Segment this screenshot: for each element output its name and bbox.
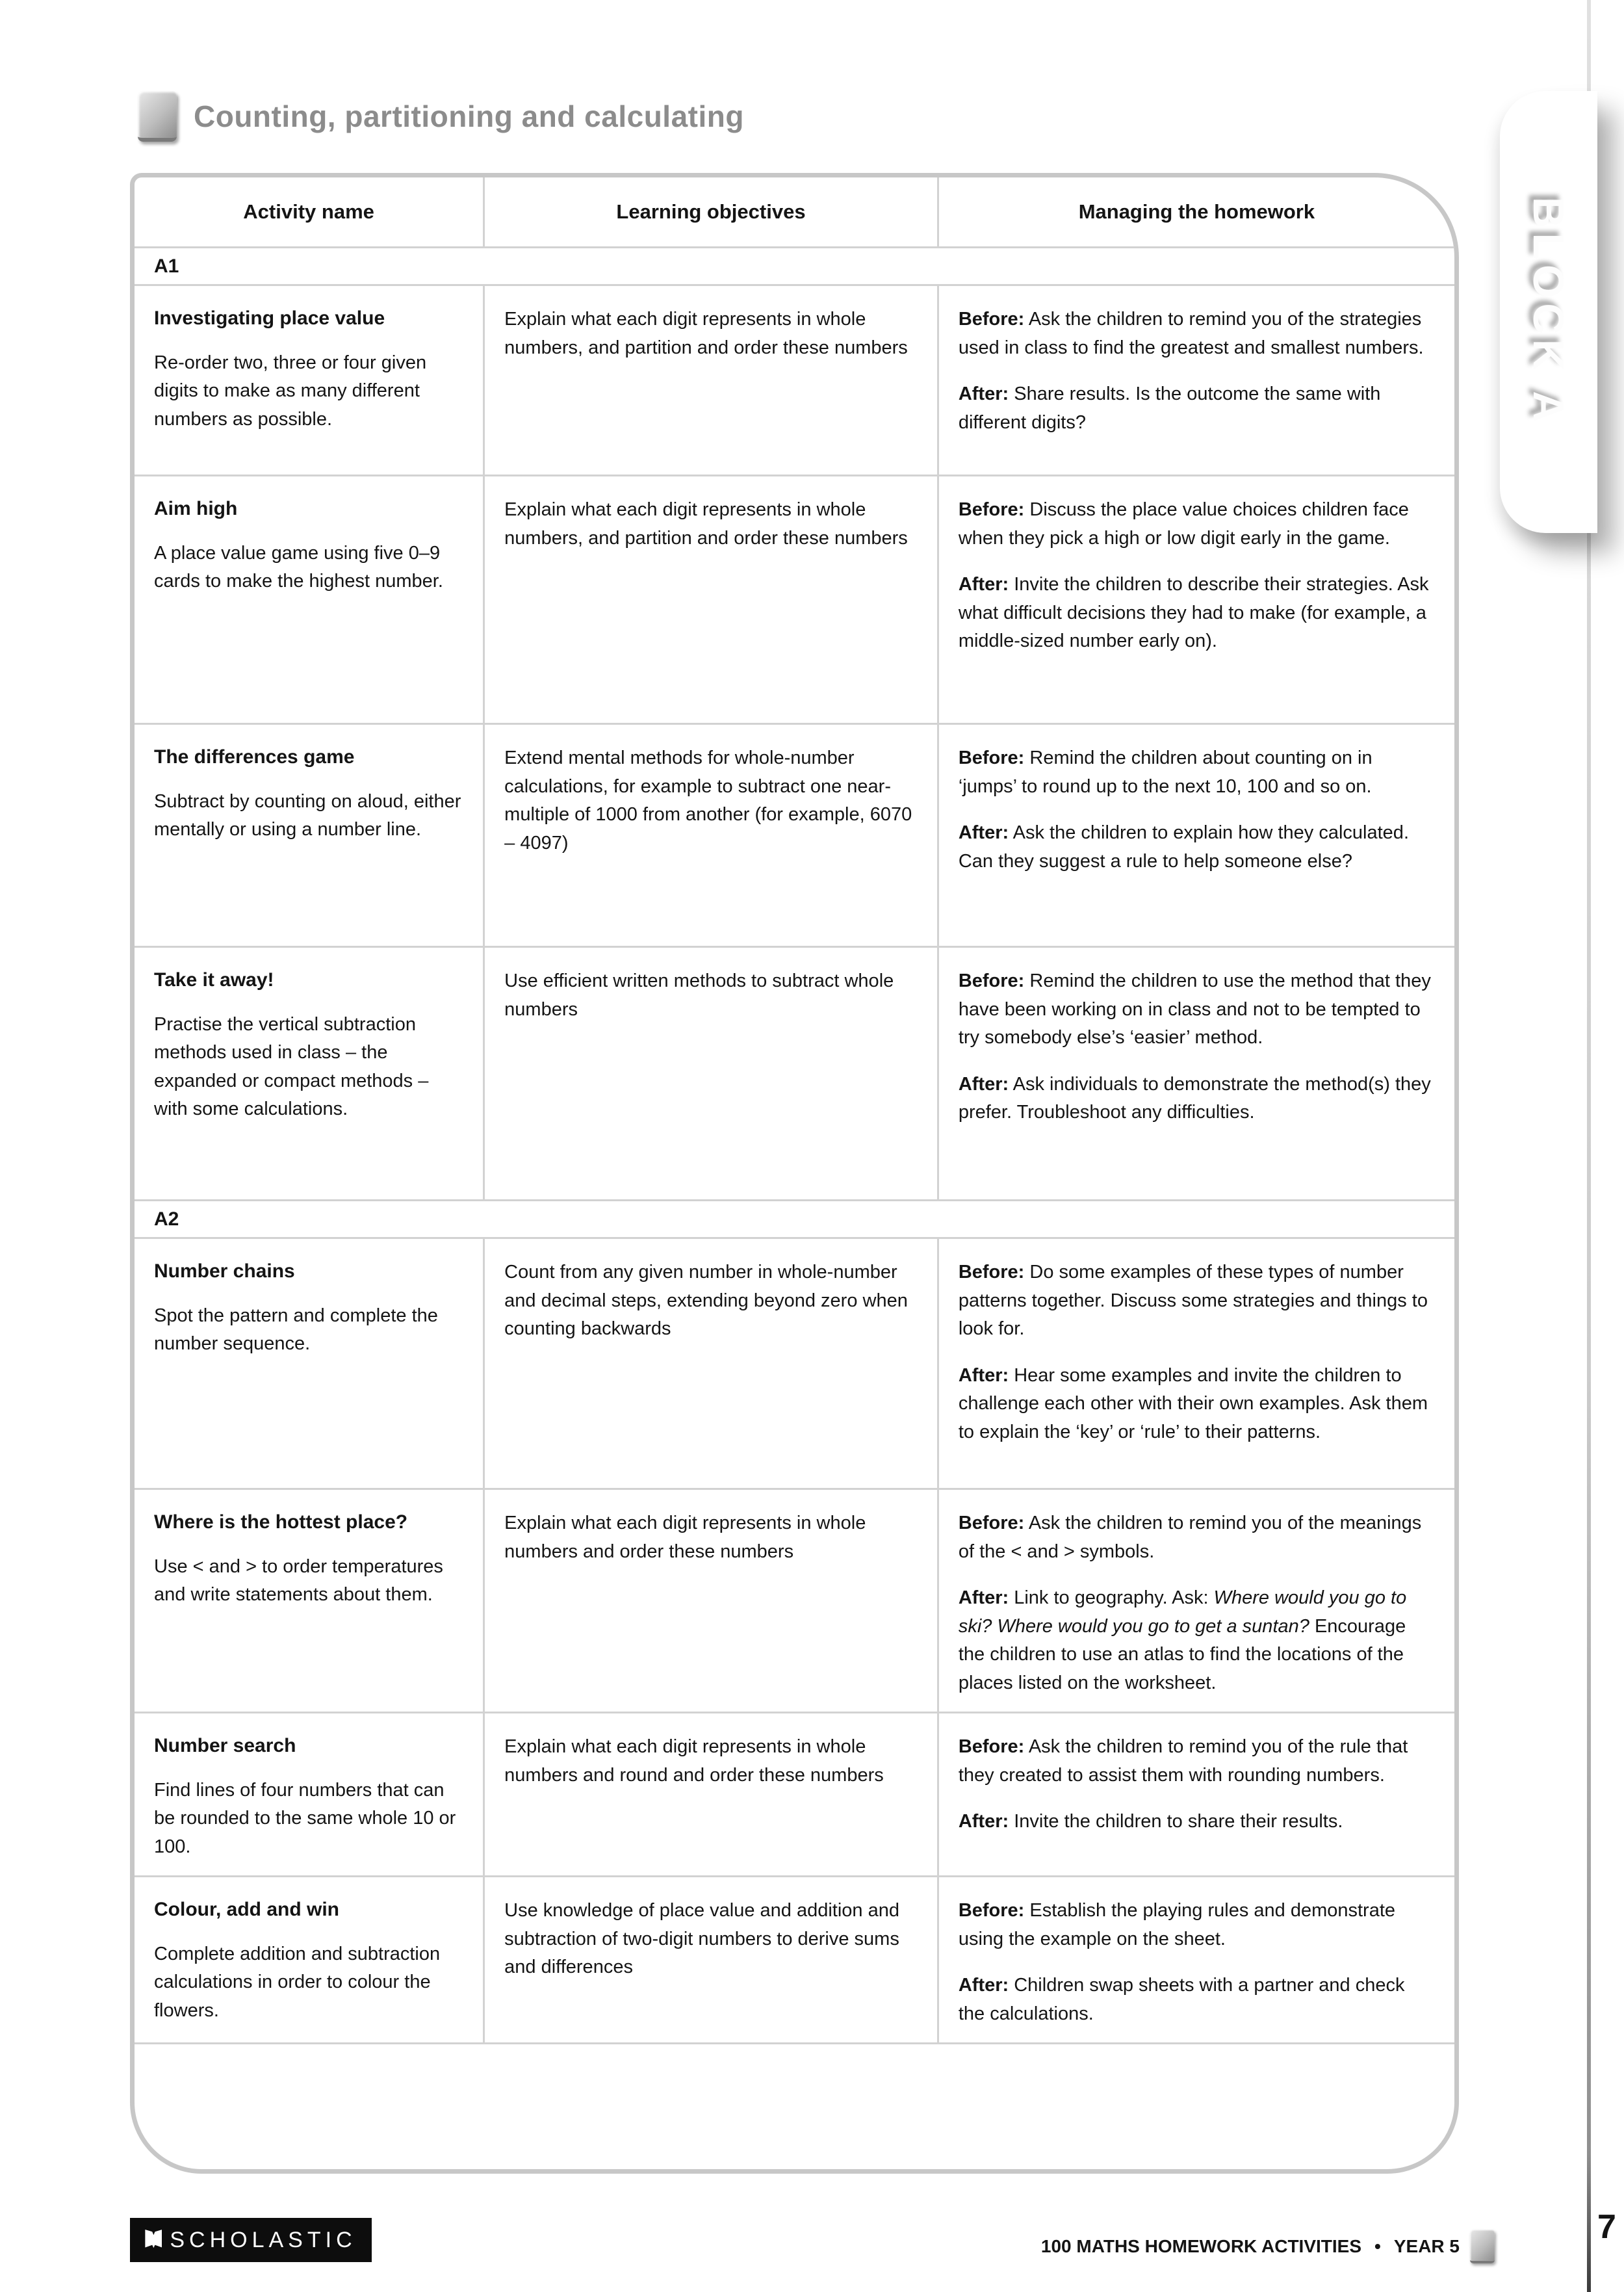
- phase-label: Before:: [958, 1513, 1025, 1533]
- text-run: Discuss the place value choices children face when they pick a high or low digit early in the game.: [958, 499, 1409, 549]
- footer-year: YEAR 5: [1393, 2236, 1460, 2256]
- phase-label: After:: [958, 574, 1009, 595]
- block-a-tab-label: BLOCK A: [1525, 196, 1573, 428]
- text-run: Ask the children to remind you of the strategies used in class to find the greatest and smallest numbers.: [958, 309, 1424, 358]
- objectives-cell: [483, 1490, 937, 1712]
- phase-label: After:: [958, 1364, 1009, 1386]
- managing-cell: [937, 476, 1454, 723]
- text-run: Ask the children to remind you of the rule that they created to assist them with rounding numbers.: [958, 1736, 1408, 1786]
- activity-name: Investigating place value: [154, 307, 385, 329]
- footer-separator: •: [1374, 2236, 1381, 2256]
- activity-name: Where is the hottest place?: [154, 1511, 408, 1533]
- learning-objective: Explain what each digit represents in whole numbers and round and order these numbers: [504, 1736, 884, 1786]
- objectives-cell: [483, 1713, 937, 1875]
- phase-label: After:: [958, 1587, 1009, 1608]
- section-label: A1: [154, 255, 179, 277]
- table-empty-area: [135, 2042, 1454, 2169]
- before-paragraph: [959, 496, 1435, 553]
- activity-description: A place value game using five 0–9 cards to make the highest number.: [154, 542, 443, 592]
- table-row: [135, 1237, 1454, 1488]
- objectives-cell: [483, 725, 937, 946]
- learning-objective: Explain what each digit represents in whole numbers, and partition and order these numbers: [504, 309, 908, 358]
- after-paragraph: [959, 1584, 1435, 1697]
- table-row: [135, 284, 1454, 475]
- text-run: Remind the children about counting on in ‘jumps’ to round up to the next 10, 100 and so on.: [958, 748, 1373, 797]
- objectives-cell: [483, 1877, 937, 2042]
- activity-name: Take it away!: [154, 969, 274, 991]
- section-header-A1: [135, 246, 1454, 284]
- before-paragraph: [959, 1733, 1435, 1790]
- after-paragraph: [959, 1808, 1435, 1836]
- text-run: Children swap sheets with a partner and check the calculations.: [958, 1975, 1405, 2024]
- page-header: [138, 91, 744, 142]
- learning-objective: Explain what each digit represents in whole numbers and order these numbers: [504, 1513, 866, 1562]
- activity-cell: [135, 1490, 483, 1712]
- learning-objective: Explain what each digit represents in whole numbers, and partition and order these numbers: [504, 499, 908, 549]
- activity-description: Subtract by counting on aloud, either mentally or using a number line.: [154, 790, 461, 840]
- text-run: Invite the children to describe their strategies. Ask what difficult decisions they had to make (for example, a middle-sized number early on).: [958, 574, 1429, 651]
- activity-name: Colour, add and win: [154, 1899, 339, 1920]
- after-paragraph: [959, 1362, 1435, 1447]
- activity-cell: [135, 476, 483, 723]
- managing-cell: [937, 286, 1454, 475]
- table-body: [135, 246, 1454, 2042]
- learning-objective: Extend mental methods for whole-number calculations, for example to subtract one near-multiple of 1000 from another (for example, 6070 – 4097): [504, 748, 912, 853]
- activity-cell: [135, 1239, 483, 1488]
- text-run: Ask the children to explain how they calculated. Can they suggest a rule to help someone else?: [958, 822, 1409, 872]
- page-icon: [1470, 2230, 1495, 2263]
- managing-cell: [937, 1713, 1454, 1875]
- text-run: Ask individuals to demonstrate the method(s) they prefer. Troubleshoot any difficulties.: [958, 1073, 1431, 1123]
- after-paragraph: [959, 819, 1435, 876]
- activity-cell: [135, 948, 483, 1199]
- before-paragraph: [959, 744, 1435, 801]
- after-paragraph: [959, 380, 1435, 437]
- objectives-cell: [483, 948, 937, 1199]
- activities-table: [130, 173, 1459, 2174]
- scholastic-logo-text: SCHOLASTIC: [170, 2227, 357, 2252]
- learning-objective: Use efficient written methods to subtract whole numbers: [504, 970, 894, 1020]
- table-row: [135, 723, 1454, 946]
- activity-name: Number chains: [154, 1260, 295, 1282]
- phase-label: After:: [958, 1073, 1009, 1095]
- activity-description: Practise the vertical subtraction methods used in class – the expanded or compact methods – with some calculations.: [154, 1013, 429, 1119]
- footer-series-title: 100 MATHS HOMEWORK ACTIVITIES: [1040, 2236, 1362, 2256]
- text-run: Encourage the children to use an atlas to find the locations of the places listed on the worksheet.: [958, 1615, 1406, 1693]
- column-header-learning-objectives: Learning objectives: [483, 177, 937, 246]
- after-paragraph: [959, 571, 1435, 656]
- before-paragraph: [959, 1897, 1435, 1953]
- before-paragraph: [959, 306, 1435, 362]
- column-header-managing-homework: Managing the homework: [937, 177, 1454, 246]
- phase-label: Before:: [958, 1900, 1025, 1921]
- learning-objective: Count from any given number in whole-number and decimal steps, extending beyond zero when counting backwards: [504, 1262, 908, 1339]
- text-run: Remind the children to use the method that they have been working on in class and not to be tempted to try somebody else’s ‘easier’ method.: [958, 970, 1431, 1048]
- managing-cell: [937, 1490, 1454, 1712]
- page-title: Counting, partitioning and calculating: [194, 99, 744, 133]
- page-number: 7: [1597, 2208, 1616, 2246]
- table-row: [135, 946, 1454, 1199]
- activity-cell: [135, 1713, 483, 1875]
- table-row: [135, 1488, 1454, 1712]
- table-row: [135, 475, 1454, 723]
- italic-text-run: Where would you go to ski? Where would you go to get a suntan?: [958, 1587, 1407, 1637]
- activity-name: Number search: [154, 1735, 296, 1756]
- activity-description: Find lines of four numbers that can be rounded to the same whole 10 or 100.: [154, 1779, 456, 1857]
- managing-cell: [937, 725, 1454, 946]
- managing-cell: [937, 1239, 1454, 1488]
- text-run: Link to geography. Ask:: [1014, 1587, 1214, 1608]
- column-header-activity-name: Activity name: [243, 200, 374, 223]
- activity-description: Spot the pattern and complete the number sequence.: [154, 1305, 438, 1354]
- before-paragraph: [959, 967, 1435, 1052]
- after-paragraph: [959, 1972, 1435, 2028]
- managing-cell: [937, 1877, 1454, 2042]
- after-paragraph: [959, 1071, 1435, 1127]
- scholastic-logo: [130, 2218, 372, 2262]
- footer-meta: [942, 2230, 1495, 2263]
- phase-label: After:: [958, 822, 1009, 843]
- open-book-icon: [145, 2230, 162, 2250]
- activity-cell: [135, 1877, 483, 2042]
- phase-label: Before:: [958, 309, 1025, 330]
- phase-label: After:: [958, 1811, 1009, 1832]
- phase-label: Before:: [958, 970, 1025, 991]
- phase-label: After:: [958, 1975, 1009, 1996]
- text-run: Share results. Is the outcome the same with different digits?: [958, 384, 1381, 433]
- text-run: Ask the children to remind you of the meanings of the < and > symbols.: [958, 1513, 1422, 1562]
- managing-cell: [937, 948, 1454, 1199]
- activity-description: Use < and > to order temperatures and write statements about them.: [154, 1556, 443, 1605]
- activity-description: Complete addition and subtraction calculations in order to colour the flowers.: [154, 1943, 441, 2021]
- text-run: Invite the children to share their results.: [1014, 1811, 1343, 1832]
- block-a-side-tab: [1500, 91, 1597, 533]
- phase-label: After:: [958, 384, 1009, 404]
- section-header-A2: [135, 1199, 1454, 1237]
- before-paragraph: [959, 1509, 1435, 1566]
- table-row: [135, 1712, 1454, 1875]
- activity-name: Aim high: [154, 498, 238, 519]
- activity-name: The differences game: [154, 746, 355, 768]
- table-header-row: [135, 177, 1454, 246]
- table-row: [135, 1875, 1454, 2042]
- activity-cell: [135, 725, 483, 946]
- text-run: Do some examples of these types of number patterns together. Discuss some strategies and things to look for.: [958, 1262, 1428, 1339]
- phase-label: Before:: [958, 748, 1025, 768]
- phase-label: Before:: [958, 1736, 1025, 1757]
- book-icon: [138, 91, 177, 142]
- section-label: A2: [154, 1208, 179, 1230]
- phase-label: Before:: [958, 1262, 1025, 1283]
- text-run: Hear some examples and invite the children to challenge each other with their own examples. Ask them to explain the ‘key’ or ‘rule’ to their patterns.: [958, 1364, 1428, 1442]
- objectives-cell: [483, 286, 937, 475]
- learning-objective: Use knowledge of place value and addition and subtraction of two-digit numbers to derive sums and differences: [504, 1900, 899, 1977]
- before-paragraph: [959, 1258, 1435, 1344]
- text-run: Establish the playing rules and demonstrate using the example on the sheet.: [958, 1900, 1396, 1949]
- phase-label: Before:: [958, 499, 1025, 520]
- activity-cell: [135, 286, 483, 475]
- activity-description: Re-order two, three or four given digits to make as many different numbers as possible.: [154, 352, 427, 430]
- objectives-cell: [483, 1239, 937, 1488]
- objectives-cell: [483, 476, 937, 723]
